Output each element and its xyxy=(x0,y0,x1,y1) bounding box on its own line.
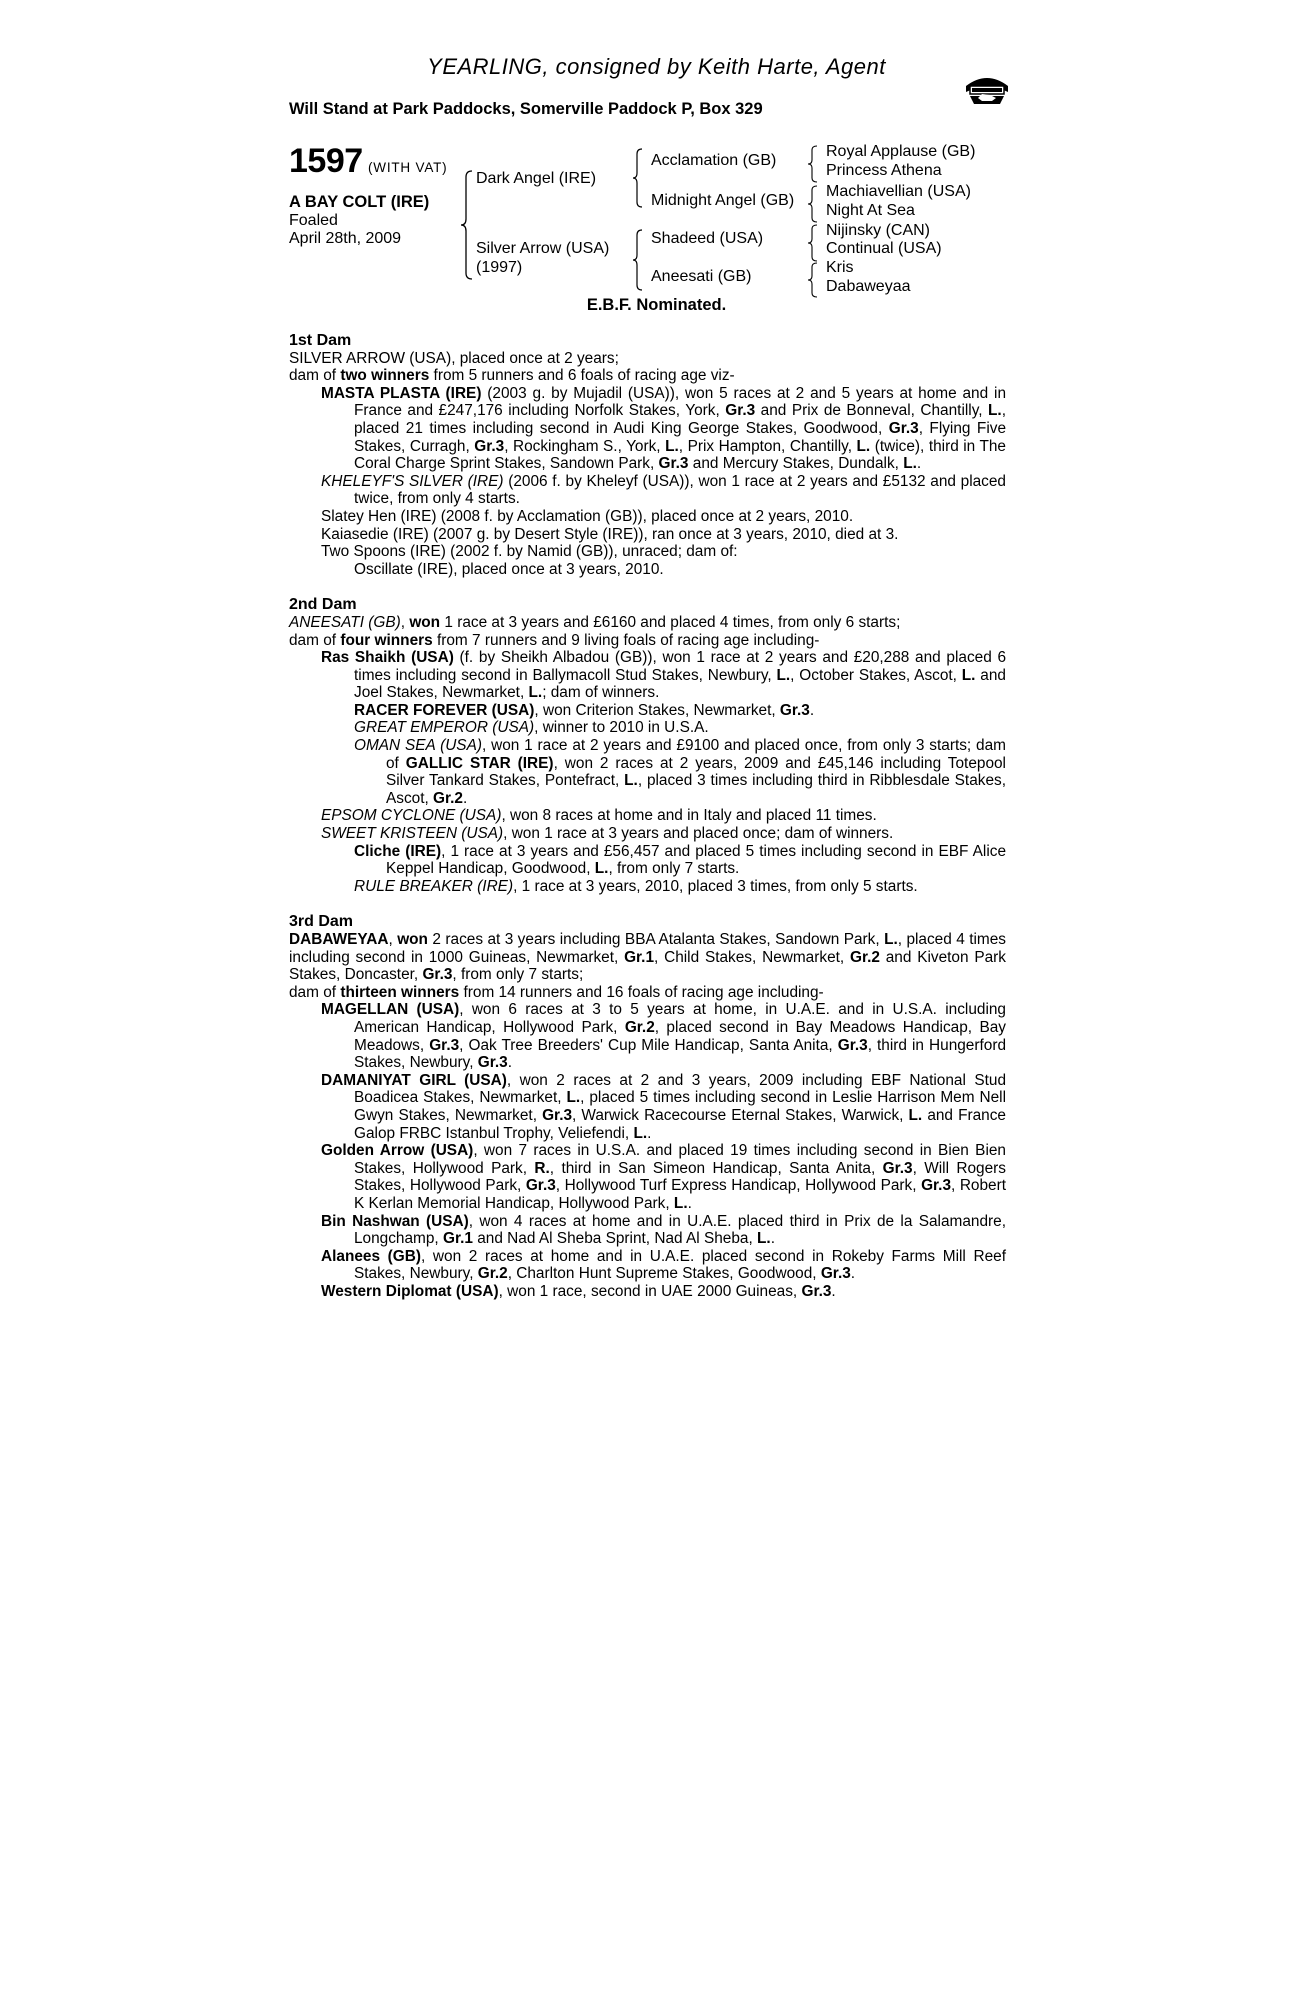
pedigree-g8: Dabaweyaa xyxy=(826,278,911,295)
pedigree-dam-dam: Aneesati (GB) xyxy=(651,268,752,285)
horse-name: KHELEYF'S SILVER (IRE) xyxy=(321,472,504,490)
text: , Will Rogers Stakes, Hollywood Park, xyxy=(354,1159,1006,1195)
text: , winner to 2010 in U.S.A. xyxy=(534,719,709,737)
winners-count: four winners xyxy=(340,631,433,649)
text: , third in San Simeon Handicap, Santa Anita, xyxy=(549,1159,883,1177)
produce-entry-bin-nashwan: Bin Nashwan (USA), won 4 races at home and in U.A.E. placed third in Prix de la Salamandre, Longchamp, Gr.1 and Nad Al Sheba Sprint, Nad Al Sheba, L.. xyxy=(321,1212,1006,1248)
text: and Prix de Bonneval, Chantilly, xyxy=(755,402,989,420)
grade: Gr.3 xyxy=(779,701,810,719)
text: , won 1 race at 2 years and £9100 and placed once, from only 3 starts; dam of xyxy=(386,737,1006,772)
grade: Gr.3 xyxy=(888,419,919,437)
grade: Gr.2 xyxy=(849,948,880,966)
second-dam-heading: 2nd Dam xyxy=(289,596,357,614)
grade: Gr.2 xyxy=(477,1265,508,1283)
grade: Gr.3 xyxy=(658,455,689,473)
grade: Gr.3 xyxy=(837,1036,868,1054)
lot-header-title: YEARLING, consigned by Keith Harte, Agent xyxy=(427,54,886,79)
grade: L. xyxy=(673,1194,688,1212)
first-dam-intro: SILVER ARROW (USA), placed once at 2 years; xyxy=(289,349,619,367)
text: , Prix Hampton, Chantilly, xyxy=(678,437,857,455)
text: (2006 f. by Kheleyf (USA)), won 1 race at 2 years and £5132 and placed twice, from only 4 starts. xyxy=(354,472,1006,508)
grade: Gr.3 xyxy=(921,1177,952,1195)
grade: Gr.3 xyxy=(725,402,756,420)
produce-entry-kheleyfs-silver xyxy=(289,473,1006,508)
text: , won Criterion Stakes, Newmarket, xyxy=(534,701,780,719)
second-dam-intro: ANEESATI (GB), won 1 race at 3 years and £6160 and placed 4 times, from only 6 starts; xyxy=(289,613,901,631)
grade: Gr.3 xyxy=(801,1282,832,1300)
grade: L. xyxy=(665,437,679,455)
grade: L. xyxy=(757,1230,771,1248)
text: , won 2 races at home and in U.A.E. placed second in Rokeby Farms Mill Reef Stakes, Newbury, xyxy=(354,1247,1006,1283)
first-dam-dam-of xyxy=(289,367,1006,385)
lot-number: 1597 xyxy=(289,142,363,180)
pedigree-brace-dam xyxy=(632,229,644,291)
text: from 14 runners and 16 foals of racing age including- xyxy=(459,983,824,1001)
pedigree-g6: Continual (USA) xyxy=(826,240,942,257)
grade: L. xyxy=(776,666,791,684)
pedigree-brace-g4 xyxy=(807,262,819,298)
text: , Robert K Kerlan Memorial Handicap, Hollywood Park, xyxy=(354,1177,1007,1212)
text: and Nad Al Sheba Sprint, Nad Al Sheba, xyxy=(472,1230,758,1248)
pedigree-g1: Royal Applause (GB) xyxy=(826,143,976,160)
grade: Gr.3 xyxy=(542,1106,573,1124)
text: , 1 race at 3 years and £56,457 and placed 5 times including second in EBF Alice Keppel Handicap, Goodwood, xyxy=(386,842,1006,878)
produce-entry-masta-plasta: MASTA PLASTA (IRE) (2003 g. by Mujadil (USA)), won 5 races at 2 and 5 years at home and in France and £247,176 including Norfolk Stakes, York, Gr.3 and Prix de Bonneval, Chantilly, L., placed 21 times including second in Audi King George Stakes, Goodwood, Gr.3, Flying Five Stakes, Curragh, Gr.3, Rockingham S., York, L., Prix Hampton, Chantilly, L. (twice), third in The Coral Charge Sprint Stakes, Sandown Park, Gr.3 and Mercury Stakes, Dundalk, L.. xyxy=(321,384,1007,473)
text: from 5 runners and 6 foals of racing age viz- xyxy=(429,367,735,385)
won-label: won xyxy=(409,613,441,631)
pedigree-g3: Machiavellian (USA) xyxy=(826,183,971,200)
pedigree-brace-g2 xyxy=(807,185,819,223)
text: , Rockingham S., York, xyxy=(504,437,666,455)
text: dam of xyxy=(289,983,341,1001)
won-label: won xyxy=(397,931,428,948)
horse-name: OMAN SEA (USA) xyxy=(354,737,482,755)
text: , placed 21 times including second in Audi King George Stakes, Goodwood, xyxy=(354,402,1006,437)
produce-entry-oscillate: Oscillate (IRE), placed once at 3 years, 2010. xyxy=(354,560,664,578)
pedigree-brace-sire xyxy=(632,148,644,208)
produce-entry-slatey-hen: Slatey Hen (IRE) (2008 f. by Acclamation (GB)), placed once at 2 years, 2010. xyxy=(321,507,854,525)
text: , Warwick Racecourse Eternal Stakes, Warwick, xyxy=(572,1106,909,1124)
grade: Gr.3 xyxy=(477,1054,508,1072)
text: , 1 race at 3 years, 2010, placed 3 times, from only 5 starts. xyxy=(513,877,918,895)
pedigree-brace-g3 xyxy=(807,224,819,262)
grade: R. xyxy=(534,1159,550,1177)
foaled-date: April 28th, 2009 xyxy=(289,230,402,247)
text: , third in Hungerford Stakes, Newbury, xyxy=(354,1036,1007,1072)
pedigree-g2: Princess Athena xyxy=(826,162,942,179)
produce-entry-epsom-cyclone xyxy=(289,807,1006,825)
second-dam-dam-of xyxy=(289,632,1006,650)
lot-stabling-info: Will Stand at Park Paddocks, Somerville Paddock P, Box 329 xyxy=(289,100,763,118)
grade: Gr.3 xyxy=(525,1177,556,1195)
horse-name: Ras Shaikh (USA) xyxy=(321,649,454,667)
grade: Gr.1 xyxy=(624,948,655,966)
grade: L. xyxy=(903,455,917,473)
text: , from only 7 starts; xyxy=(452,966,584,984)
foaled-label: Foaled xyxy=(289,212,338,229)
pedigree-dam-year: (1997) xyxy=(476,259,523,276)
text: dam of xyxy=(289,367,341,385)
text: , October Stakes, Ascot, xyxy=(790,666,962,684)
pedigree-g4: Night At Sea xyxy=(826,202,915,219)
pedigree-dam-sire: Shadeed (USA) xyxy=(651,230,764,247)
ebf-nominated: E.B.F. Nominated. xyxy=(586,296,727,314)
horse-name: MASTA PLASTA (IRE) xyxy=(321,384,482,402)
horse-name: EPSOM CYCLONE (USA) xyxy=(321,807,502,825)
horse-name: Western Diplomat (USA) xyxy=(321,1282,499,1300)
text: from 7 runners and 9 living foals of racing age including- xyxy=(432,631,820,649)
grade: L. xyxy=(988,402,1002,420)
grade: L. xyxy=(594,860,609,878)
grade: Gr.3 xyxy=(422,966,453,984)
grade: L. xyxy=(624,772,638,790)
text: , won 2 races at 2 and 3 years, 2009 including EBF National Stud Boadicea Stakes, Newmarket, xyxy=(354,1071,1006,1107)
pedigree-sire-sire: Acclamation (GB) xyxy=(651,152,777,169)
produce-entry-alanees: Alanees (GB), won 2 races at home and in U.A.E. placed second in Rokeby Farms Mill Reef Stakes, Newbury, Gr.2, Charlton Hunt Supreme Stakes, Goodwood, Gr.3. xyxy=(321,1247,1006,1283)
produce-entry-cliche xyxy=(289,843,1006,878)
text: , won 7 races in U.S.A. and placed 19 times including second in Bien Bien Stakes, Hollywood Park, xyxy=(354,1142,1006,1177)
grade: Gr.3 xyxy=(474,437,505,455)
grade: L. xyxy=(961,666,976,684)
produce-entry-magellan: MAGELLAN (USA), won 6 races at 3 to 5 years at home, in U.A.E. and in U.S.A. including American Handicap, Hollywood Park, Gr.2, placed second in Bay Meadows Handicap, Bay Meadows, Gr.3, Oak Tree Breeders' Cup Mile Handicap, Santa Anita, Gr.3, third in Hungerford Stakes, Newbury, Gr.3. xyxy=(321,1001,1007,1072)
horse-name: ANEESATI (GB) xyxy=(289,613,401,631)
third-dam-intro: DABAWEYAA, won 2 races at 3 years including BBA Atalanta Stakes, Sandown Park, L., placed 4 times including second in 1000 Guineas, Newmarket, Gr.1, Child Stakes, Newmarket, Gr.2 and Kiveton Park Stakes, Doncaster, Gr.3, from only 7 starts; xyxy=(289,931,1006,984)
pedigree-g7: Kris xyxy=(826,259,854,276)
produce-entry-kaiasedie: Kaiasedie (IRE) (2007 g. by Desert Style (IRE)), ran once at 3 years, 2010, died at 3. xyxy=(321,525,899,543)
winners-count: thirteen winners xyxy=(340,983,460,1001)
produce-entry-western-diplomat: Western Diplomat (USA), won 1 race, second in UAE 2000 Guineas, Gr.3. xyxy=(321,1282,836,1300)
produce-entry-sweet-kristeen xyxy=(289,825,1006,843)
horse-name: GALLIC STAR (IRE) xyxy=(405,754,554,772)
text: (twice), third in The Coral Charge Sprint Stakes, Sandown Park, xyxy=(354,437,1006,473)
first-dam-heading: 1st Dam xyxy=(289,332,352,349)
horse-name: Cliche (IRE) xyxy=(354,842,442,860)
horse-name: Bin Nashwan (USA) xyxy=(321,1212,469,1230)
produce-entry-rule-breaker xyxy=(289,878,1006,896)
winners-count: two winners xyxy=(340,367,430,385)
grade: Gr.1 xyxy=(443,1230,473,1248)
text: , Child Stakes, Newmarket, xyxy=(654,948,850,966)
grade: Gr.2 xyxy=(624,1018,655,1036)
third-dam-heading: 3rd Dam xyxy=(289,913,354,931)
text: (f. by Sheikh Albadou (GB)), won 1 race at 2 years and £20,288 and placed 6 times including second in Ballymacoll Stud Stakes, Newbury, xyxy=(354,649,1007,684)
vat-note: (WITH VAT) xyxy=(368,160,448,175)
horse-name: DABAWEYAA xyxy=(289,931,389,948)
text: , won 8 races at home and in Italy and placed 11 times. xyxy=(501,807,877,825)
produce-entry-ras-shaikh xyxy=(289,649,1006,702)
text: and Kiveton Park Stakes, Doncaster, xyxy=(289,948,1006,984)
foaled-info xyxy=(289,212,401,248)
text: , Hollywood Turf Express Handicap, Hollywood Park, xyxy=(555,1177,922,1195)
text: , Oak Tree Breeders' Cup Mile Handicap, Santa Anita, xyxy=(459,1036,838,1054)
produce-entry-damaniyat-girl: DAMANIYAT GIRL (USA), won 2 races at 2 and 3 years, 2009 including EBF National Stud Boadicea Stakes, Newmarket, L., placed 5 times including second in Leslie Harrison Mem Nell Gwyn Stakes, Newmarket, Gr.3, Warwick Racecourse Eternal Stakes, Warwick, L. and France Galop FRBC Istanbul Trophy, Veliefendi, L.. xyxy=(321,1071,1006,1142)
grade: L. xyxy=(633,1124,648,1142)
text: , Flying Five Stakes, Curragh, xyxy=(354,419,1006,455)
text: 1 race at 3 years and £6160 and placed 4 times, from only 6 starts; xyxy=(440,613,901,631)
horse-name: RULE BREAKER (IRE) xyxy=(354,877,514,895)
grade: Gr.2 xyxy=(433,789,463,807)
grade: L. xyxy=(884,931,898,948)
text: ; dam of winners. xyxy=(542,684,660,702)
text: , placed 3 times including third in Ribblesdale Stakes, Ascot, xyxy=(386,772,1006,807)
text: , placed second in Bay Meadows Handicap, Bay Meadows, xyxy=(354,1018,1006,1054)
horse-name: RACER FOREVER (USA) xyxy=(354,701,535,719)
produce-entry-golden-arrow: Golden Arrow (USA), won 7 races in U.S.A. and placed 19 times including second in Bien Bien Stakes, Hollywood Park, R., third in San Simeon Handicap, Santa Anita, Gr.3, Will Rogers Stakes, Hollywood Park, Gr.3, Hollywood Turf Express Handicap, Hollywood Park, Gr.3, Robert K Kerlan Memorial Handicap, Hollywood Park, L.. xyxy=(321,1142,1007,1212)
produce-entry-two-spoons: Two Spoons (IRE) (2002 f. by Namid (GB)), unraced; dam of: xyxy=(321,543,738,561)
text: , from only 7 starts. xyxy=(608,860,740,878)
horse-name: GREAT EMPEROR (USA) xyxy=(354,719,535,737)
grade: L. xyxy=(856,437,871,455)
grade: L. xyxy=(908,1106,923,1124)
produce-record xyxy=(289,332,1006,1300)
pedigree-sire: Dark Angel (IRE) xyxy=(476,170,597,187)
pedigree-sire-dam: Midnight Angel (GB) xyxy=(651,192,795,209)
pedigree-g5: Nijinsky (CAN) xyxy=(826,222,930,239)
grade: L. xyxy=(566,1089,581,1107)
grade: Gr.3 xyxy=(882,1159,913,1177)
grade: Gr.3 xyxy=(820,1265,851,1283)
horse-name: DAMANIYAT GIRL (USA) xyxy=(321,1071,507,1089)
text: , won 1 race at 3 years and placed once; dam of winners. xyxy=(503,825,894,843)
text: , placed 5 times including second in Leslie Harrison Mem Nell Gwyn Stakes, Newmarket, xyxy=(354,1089,1006,1124)
pedigree-brace-g1 xyxy=(807,145,819,183)
text: , Charlton Hunt Supreme Stakes, Goodwood, xyxy=(507,1265,821,1283)
text: , won 6 races at 3 to 5 years at home, in U.A.E. and in U.S.A. including American Handicap, Hollywood Park, xyxy=(354,1001,1006,1036)
text: and Mercury Stakes, Dundalk, xyxy=(688,455,904,473)
grade: L. xyxy=(528,684,543,702)
text: dam of xyxy=(289,631,341,649)
pedigree-brace-main xyxy=(460,170,474,280)
text: and France Galop FRBC Istanbul Trophy, Veliefendi, xyxy=(354,1106,1006,1142)
third-dam-dam-of xyxy=(289,984,1006,1002)
text: , won 1 race, second in UAE 2000 Guineas, xyxy=(498,1282,802,1300)
auction-house-logo-icon xyxy=(962,68,1012,108)
horse-name: Golden Arrow (USA) xyxy=(321,1142,474,1160)
grade: Gr.3 xyxy=(429,1036,460,1054)
text: and Joel Stakes, Newmarket, xyxy=(354,666,1006,702)
horse-name: Alanees (GB) xyxy=(321,1247,421,1265)
produce-entry-oman-sea: OMAN SEA (USA), won 1 race at 2 years and £9100 and placed once, from only 3 starts; dam of GALLIC STAR (IRE), won 2 races at 2 years, 2009 and £45,146 including Totepool Silver Tankard Stakes, Pontefract, L., placed 3 times including third in Ribblesdale Stakes, Ascot, Gr.2. xyxy=(354,737,1006,807)
text: 2 races at 3 years including BBA Atalanta Stakes, Sandown Park, xyxy=(427,931,885,948)
horse-name: SWEET KRISTEEN (USA) xyxy=(321,825,504,843)
text: (2003 g. by Mujadil (USA)), won 5 races at 2 and 5 years at home and in France and £247,176 including Norfolk Stakes, York, xyxy=(354,384,1007,420)
text: , won 2 races at 2 years, 2009 and £45,146 including Totepool Silver Tankard Stakes, Pontefract, xyxy=(386,754,1006,790)
produce-entry-great-emperor xyxy=(289,719,1006,737)
text: , won 4 races at home and in U.A.E. placed third in Prix de la Salamandre, Longchamp, xyxy=(354,1212,1006,1248)
produce-entry-racer-forever: RACER FOREVER (USA), won Criterion Stakes, Newmarket, Gr.3. xyxy=(354,701,815,719)
horse-name: MAGELLAN (USA) xyxy=(321,1001,460,1019)
horse-description: A BAY COLT (IRE) xyxy=(289,193,430,211)
pedigree-dam: Silver Arrow (USA) xyxy=(476,240,610,257)
text: , placed 4 times including second in 1000 Guineas, Newmarket, xyxy=(289,931,1006,966)
